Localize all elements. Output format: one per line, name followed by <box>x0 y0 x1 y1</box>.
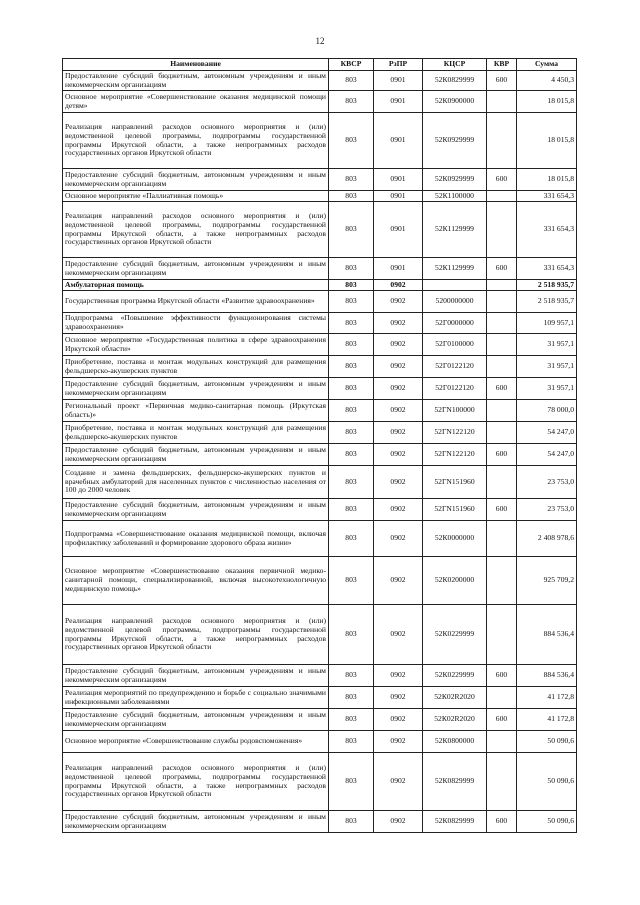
cell-kvsr: 803 <box>329 334 374 356</box>
cell-sum: 18 015,8 <box>517 169 577 191</box>
cell-sum: 23 753,0 <box>517 466 577 499</box>
cell-name: Государственная программа Иркутской области «Развитие здравоохранения» <box>63 291 329 313</box>
cell-kvr: 600 <box>487 811 517 833</box>
cell-name: Предоставление субсидий бюджетным, автономным учреждениям и иным некоммерческим организациям <box>63 665 329 687</box>
cell-kvr: 600 <box>487 71 517 91</box>
cell-rzpr: 0902 <box>374 313 423 334</box>
table-row <box>63 313 577 334</box>
cell-sum: 50 090,6 <box>517 731 577 753</box>
cell-kcsr: 52К0800000 <box>423 731 487 753</box>
cell-sum: 331 654,3 <box>517 191 577 202</box>
cell-kcsr: 52К02R2020 <box>423 709 487 731</box>
cell-kvr <box>487 202 517 258</box>
cell-kvsr: 803 <box>329 258 374 280</box>
cell-rzpr: 0901 <box>374 169 423 191</box>
cell-kvsr: 803 <box>329 422 374 444</box>
table-row <box>63 202 577 258</box>
cell-kcsr: 52К1129999 <box>423 258 487 280</box>
cell-kcsr: 52Г0122120 <box>423 378 487 400</box>
cell-sum: 54 247,0 <box>517 422 577 444</box>
cell-kvr: 600 <box>487 169 517 191</box>
cell-kcsr: 52К0829999 <box>423 71 487 91</box>
cell-sum: 331 654,3 <box>517 258 577 280</box>
table-row <box>63 665 577 687</box>
cell-sum: 18 015,8 <box>517 91 577 113</box>
cell-kvsr: 803 <box>329 313 374 334</box>
cell-sum: 4 450,3 <box>517 71 577 91</box>
cell-kcsr: 52К1129999 <box>423 202 487 258</box>
cell-kvsr: 803 <box>329 605 374 665</box>
cell-name: Основное мероприятие «Паллиативная помощь» <box>63 191 329 202</box>
cell-kcsr: 52Г0000000 <box>423 313 487 334</box>
cell-name: Предоставление субсидий бюджетным, автономным учреждениям и иным некоммерческим организациям <box>63 709 329 731</box>
cell-rzpr: 0902 <box>374 280 423 291</box>
cell-rzpr: 0902 <box>374 378 423 400</box>
table-row <box>63 400 577 422</box>
table-row <box>63 422 577 444</box>
cell-kvr: 600 <box>487 444 517 466</box>
cell-name: Реализация направлений расходов основного мероприятия и (или) ведомственной целевой программы, подпрограммы государственной программы Иркутской области, а также непрограммных расходов государственных органов Иркутской области <box>63 753 329 811</box>
cell-kvsr: 803 <box>329 356 374 378</box>
cell-kvr <box>487 113 517 169</box>
cell-sum: 331 654,3 <box>517 202 577 258</box>
cell-kcsr: 52К02R2020 <box>423 687 487 709</box>
cell-sum: 31 957,1 <box>517 334 577 356</box>
cell-kvsr: 803 <box>329 753 374 811</box>
cell-kvsr: 803 <box>329 466 374 499</box>
cell-sum: 2 408 978,6 <box>517 521 577 557</box>
cell-kcsr: 52ГN151960 <box>423 499 487 521</box>
cell-kcsr: 52К1100000 <box>423 191 487 202</box>
cell-rzpr: 0901 <box>374 113 423 169</box>
cell-rzpr: 0902 <box>374 731 423 753</box>
cell-kvr: 600 <box>487 378 517 400</box>
cell-kvr <box>487 91 517 113</box>
table-row <box>63 466 577 499</box>
cell-sum: 2 518 935,7 <box>517 280 577 291</box>
cell-kvsr: 803 <box>329 811 374 833</box>
cell-name: Создание и замена фельдшерских, фельдшерско-акушерских пунктов и врачебных амбулаторий для населенных пунктов с численностью населения от 100 до 2000 человек <box>63 466 329 499</box>
cell-rzpr: 0902 <box>374 466 423 499</box>
cell-rzpr: 0902 <box>374 557 423 605</box>
table-row <box>63 113 577 169</box>
cell-sum: 31 957,1 <box>517 356 577 378</box>
cell-sum: 925 709,2 <box>517 557 577 605</box>
table-row <box>63 356 577 378</box>
table-body <box>63 71 577 833</box>
cell-name: Реализация направлений расходов основного мероприятия и (или) ведомственной целевой программы, подпрограммы государственной программы Иркутской области, а также непрограммных расходов государственных органов Иркутской области <box>63 202 329 258</box>
cell-kvsr: 803 <box>329 280 374 291</box>
cell-sum: 50 090,6 <box>517 753 577 811</box>
cell-kvr: 600 <box>487 258 517 280</box>
cell-sum: 109 957,1 <box>517 313 577 334</box>
cell-rzpr: 0902 <box>374 499 423 521</box>
cell-kvr <box>487 731 517 753</box>
header-rzpr: РзПР <box>374 59 423 71</box>
cell-kcsr <box>423 280 487 291</box>
table-row <box>63 334 577 356</box>
cell-kvsr: 803 <box>329 499 374 521</box>
cell-kvsr: 803 <box>329 91 374 113</box>
budget-table <box>62 58 577 833</box>
cell-name: Предоставление субсидий бюджетным, автономным учреждениям и иным некоммерческим организациям <box>63 499 329 521</box>
header-kcsr: КЦСР <box>423 59 487 71</box>
cell-rzpr: 0902 <box>374 687 423 709</box>
cell-kvr <box>487 557 517 605</box>
table-row <box>63 444 577 466</box>
table-header <box>63 59 577 71</box>
page-number: 12 <box>315 36 325 46</box>
cell-name: Подпрограмма «Повышение эффективности функционирования системы здравоохранения» <box>63 313 329 334</box>
cell-kvr <box>487 605 517 665</box>
cell-sum: 2 518 935,7 <box>517 291 577 313</box>
cell-kvsr: 803 <box>329 557 374 605</box>
table-row <box>63 91 577 113</box>
cell-kvr <box>487 521 517 557</box>
cell-kcsr: 52Г0122120 <box>423 356 487 378</box>
cell-kvsr: 803 <box>329 444 374 466</box>
cell-sum: 78 000,0 <box>517 400 577 422</box>
table-row <box>63 291 577 313</box>
table-row <box>63 378 577 400</box>
cell-name: Подпрограмма «Совершенствование оказания медицинской помощи, включая профилактику заболеваний и формирование здорового образа жизни» <box>63 521 329 557</box>
table-row <box>63 71 577 91</box>
cell-sum: 884 536,4 <box>517 665 577 687</box>
table-row <box>63 280 577 291</box>
cell-kvsr: 803 <box>329 378 374 400</box>
table-row <box>63 169 577 191</box>
cell-rzpr: 0902 <box>374 521 423 557</box>
cell-rzpr: 0902 <box>374 709 423 731</box>
cell-kvsr: 803 <box>329 709 374 731</box>
cell-kcsr: 52К0200000 <box>423 557 487 605</box>
cell-kvr <box>487 280 517 291</box>
cell-kcsr: 52ГN151960 <box>423 466 487 499</box>
cell-sum: 50 090,6 <box>517 811 577 833</box>
cell-name: Приобретение, поставка и монтаж модульных конструкций для размещения фельдшерско-акушерских пунктов <box>63 422 329 444</box>
cell-name: Предоставление субсидий бюджетным, автономным учреждениям и иным некоммерческим организациям <box>63 258 329 280</box>
cell-rzpr: 0902 <box>374 334 423 356</box>
cell-name: Предоставление субсидий бюджетным, автономным учреждениям и иным некоммерческим организациям <box>63 444 329 466</box>
cell-sum: 41 172,8 <box>517 687 577 709</box>
cell-kcsr: 52К0229999 <box>423 665 487 687</box>
table-row <box>63 731 577 753</box>
cell-rzpr: 0901 <box>374 91 423 113</box>
cell-name: Предоставление субсидий бюджетным, автономным учреждениям и иным некоммерческим организациям <box>63 71 329 91</box>
cell-kvsr: 803 <box>329 191 374 202</box>
cell-name: Реализация направлений расходов основного мероприятия и (или) ведомственной целевой программы, подпрограммы государственной программы Иркутской области, а также непрограммных расходов государственных органов Иркутской области <box>63 605 329 665</box>
cell-kvr <box>487 753 517 811</box>
cell-kvr <box>487 334 517 356</box>
cell-kcsr: 52К0229999 <box>423 605 487 665</box>
cell-sum: 884 536,4 <box>517 605 577 665</box>
cell-name: Предоставление субсидий бюджетным, автономным учреждениям и иным некоммерческим организациям <box>63 169 329 191</box>
cell-sum: 41 172,8 <box>517 709 577 731</box>
cell-name: Основное мероприятие «Совершенствование оказания первичной медико-санитарной помощи, специализированной, включая высокотехнологичную медицинскую помощь» <box>63 557 329 605</box>
cell-kvr <box>487 422 517 444</box>
cell-kvr <box>487 400 517 422</box>
cell-rzpr: 0901 <box>374 258 423 280</box>
cell-kvsr: 803 <box>329 71 374 91</box>
table-row <box>63 687 577 709</box>
cell-kcsr: 5200000000 <box>423 291 487 313</box>
header-kvsr: КВСР <box>329 59 374 71</box>
cell-sum: 18 015,8 <box>517 113 577 169</box>
cell-kvr <box>487 356 517 378</box>
cell-sum: 23 753,0 <box>517 499 577 521</box>
cell-kcsr: 52К0929999 <box>423 169 487 191</box>
cell-kvsr: 803 <box>329 291 374 313</box>
cell-name: Предоставление субсидий бюджетным, автономным учреждениям и иным некоммерческим организациям <box>63 378 329 400</box>
cell-rzpr: 0902 <box>374 422 423 444</box>
cell-name: Предоставление субсидий бюджетным, автономным учреждениям и иным некоммерческим организациям <box>63 811 329 833</box>
cell-name: Основное мероприятие «Государственная политика в сфере здравоохранения Иркутской области» <box>63 334 329 356</box>
cell-name: Реализация мероприятий по предупреждению и борьбе с социально значимыми инфекционными заболеваниями <box>63 687 329 709</box>
cell-kvr <box>487 191 517 202</box>
cell-sum: 54 247,0 <box>517 444 577 466</box>
cell-name: Региональный проект «Первичная медико-санитарная помощь (Иркутская область)» <box>63 400 329 422</box>
cell-kvsr: 803 <box>329 113 374 169</box>
cell-kcsr: 52Г0100000 <box>423 334 487 356</box>
table-row <box>63 605 577 665</box>
cell-kvr <box>487 687 517 709</box>
table-row <box>63 753 577 811</box>
cell-kcsr: 52К0929999 <box>423 113 487 169</box>
cell-kvsr: 803 <box>329 521 374 557</box>
cell-kvsr: 803 <box>329 731 374 753</box>
table-row <box>63 499 577 521</box>
cell-kvsr: 803 <box>329 687 374 709</box>
cell-rzpr: 0901 <box>374 71 423 91</box>
cell-rzpr: 0901 <box>374 202 423 258</box>
cell-kcsr: 52ГN100000 <box>423 400 487 422</box>
cell-kcsr: 52К0829999 <box>423 753 487 811</box>
cell-kvsr: 803 <box>329 665 374 687</box>
cell-kcsr: 52К0000000 <box>423 521 487 557</box>
cell-kcsr: 52К0900000 <box>423 91 487 113</box>
table-row <box>63 811 577 833</box>
cell-kvr: 600 <box>487 709 517 731</box>
cell-name: Основное мероприятие «Совершенствование оказания медицинской помощи детям» <box>63 91 329 113</box>
cell-kvsr: 803 <box>329 202 374 258</box>
cell-rzpr: 0901 <box>374 191 423 202</box>
cell-kcsr: 52ГN122120 <box>423 444 487 466</box>
cell-kcsr: 52ГN122120 <box>423 422 487 444</box>
header-sum: Сумма <box>517 59 577 71</box>
cell-rzpr: 0902 <box>374 753 423 811</box>
header-kvr: КВР <box>487 59 517 71</box>
table-row <box>63 557 577 605</box>
cell-kvr <box>487 291 517 313</box>
cell-rzpr: 0902 <box>374 605 423 665</box>
table-row <box>63 258 577 280</box>
cell-kvr <box>487 466 517 499</box>
cell-rzpr: 0902 <box>374 356 423 378</box>
cell-rzpr: 0902 <box>374 444 423 466</box>
table-row <box>63 521 577 557</box>
header-name: Наименование <box>63 59 329 71</box>
cell-kcsr: 52К0829999 <box>423 811 487 833</box>
cell-rzpr: 0902 <box>374 811 423 833</box>
cell-sum: 31 957,1 <box>517 378 577 400</box>
cell-rzpr: 0902 <box>374 291 423 313</box>
cell-kvsr: 803 <box>329 400 374 422</box>
cell-rzpr: 0902 <box>374 400 423 422</box>
header-row <box>63 59 577 71</box>
cell-name: Приобретение, поставка и монтаж модульных конструкций для размещения фельдшерско-акушерских пунктов <box>63 356 329 378</box>
table-row <box>63 709 577 731</box>
cell-kvr: 600 <box>487 499 517 521</box>
cell-rzpr: 0902 <box>374 665 423 687</box>
cell-kvr: 600 <box>487 665 517 687</box>
cell-kvsr: 803 <box>329 169 374 191</box>
table-row <box>63 191 577 202</box>
cell-name: Основное мероприятие «Совершенствование службы родовспоможения» <box>63 731 329 753</box>
cell-kvr <box>487 313 517 334</box>
cell-name: Амбулаторная помощь <box>63 280 329 291</box>
cell-name: Реализация направлений расходов основного мероприятия и (или) ведомственной целевой программы, подпрограммы государственной программы Иркутской области, а также непрограммных расходов государственных органов Иркутской области <box>63 113 329 169</box>
